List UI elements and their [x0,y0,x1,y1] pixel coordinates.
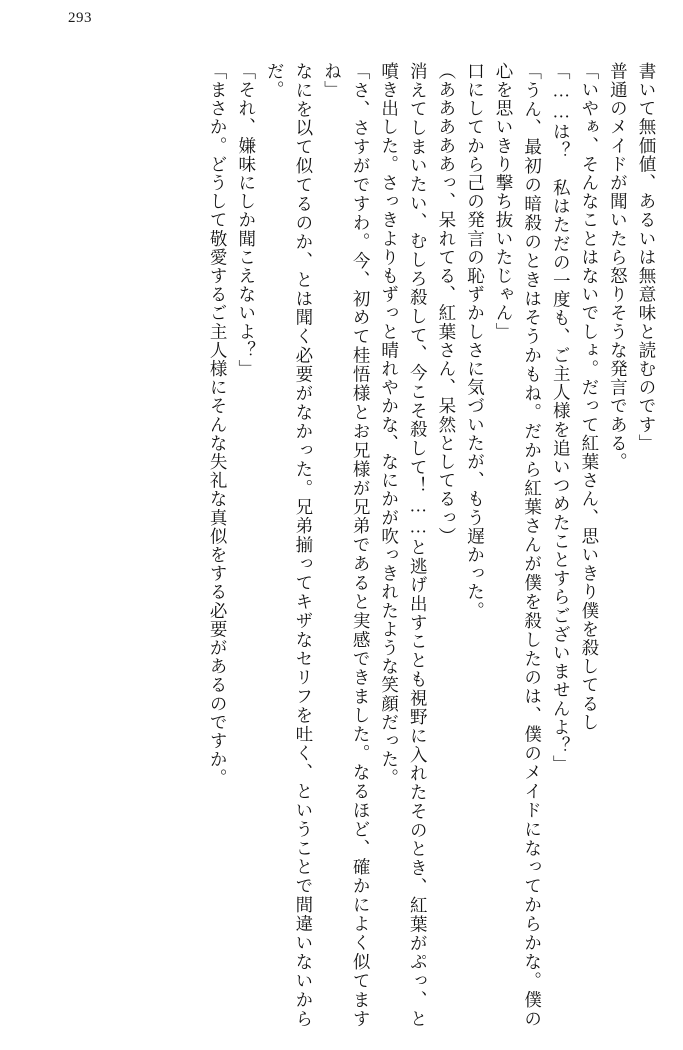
paragraph: 「うん、最初の暗殺のときはそうかもね。だから紅葉さんが僕を殺したのは、僕のメイドになってからかな。僕の心を思いきり撃ち抜いたじゃん」 [494,62,543,1028]
paragraph: 「……は？ 私はただの一度も、ご主人様を追いつめたことすらございませんよ？」 [551,62,572,774]
paragraph: 口にしてから己の発言の恥ずかしさに気づいたが、もう遅かった。 [465,62,486,620]
paragraph: 「それ、嫌味にしか聞こえないよ？」 [236,62,257,379]
paragraph: 書いて無価値、あるいは無意味と読むのです」 [637,62,657,453]
paragraph: 消えてしまいたい、むしろ殺して、今こそ殺して！……と逃げ出すことも視野に入れたそのとき、紅葉がぷっ、と噴き出した。さっきよりもずっと晴れやかな、なにかが吹っきれたような笑顔だった。 [379,62,429,1028]
paragraph: （あああああっ、呆れてる、紅葉さん、呆然としてるっ） [436,62,457,546]
paragraph: 「いやぁ、そんなことはないでしょ。だって紅葉さん、思いきり僕を殺してるし [579,62,600,732]
paragraph: なにを以て似てるのか、とは聞く必要がなかった。兄弟揃ってキザなセリフを吐く、ということで間違いないからだ。 [265,62,314,1028]
paragraph: 普通のメイドが聞いたら怒りそうな発言である。 [608,62,629,472]
page-number: 293 [68,10,92,26]
paragraph: 「さ、さすがですわ。今、初めて桂悟様とお兄様が兄弟であると実感できました。なるほど、確かによく似てますね」 [322,62,372,1028]
page-text-body [24,62,661,1028]
paragraph: 「まさか。どうして敬愛するご主人様にそんな失礼な真似をする必要があるのですか。 [208,62,229,788]
